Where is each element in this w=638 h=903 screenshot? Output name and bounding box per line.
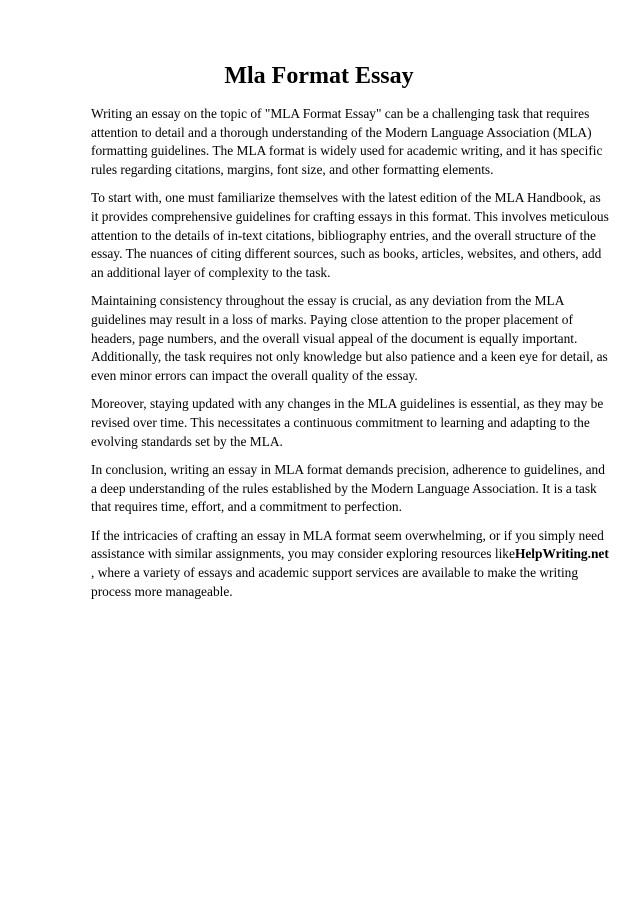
paragraph-line: attention to detail and a thorough understanding of the Modern Language Association (MLA) [91,124,592,140]
page-title: Mla Format Essay [224,63,414,89]
paragraph-line: Writing an essay on the topic of "MLA Format Essay" can be a challenging task that requires [91,106,590,121]
helpwriting-link[interactable]: HelpWriting.net [514,546,609,562]
paragraph-line: even minor errors can impact the overall quality of the essay. [91,367,418,383]
paragraph-line: attention to the details of in-text citations, bibliography entries, and the overall structure of the [91,227,596,243]
paragraph-line: that requires time, effort, and a commitment to perfection. [91,499,402,515]
paragraph-line: To start with, one must familiarize themselves with the latest edition of the MLA Handbook, as [91,190,601,206]
paragraph-line: guidelines may result in a loss of marks. Paying close attention to the proper placement of [91,311,573,327]
paragraph-1 [91,105,601,179]
paragraph-line: process more manageable. [91,583,233,599]
paragraph-text: assistance with similar assignments, you may consider exploring resources like [91,546,515,562]
paragraph-4 [91,395,604,451]
paragraph-line: Maintaining consistency throughout the essay is crucial, as any deviation from the MLA [91,293,565,309]
paragraph-6 [91,527,609,601]
paragraph-line: an additional layer of complexity to the task. [91,264,331,280]
paragraph-line: evolving standards set by the MLA. [91,433,283,449]
paragraph-line: revised over time. This necessitates a continuous commitment to learning and adapting to the [91,414,590,430]
paragraph-line: , where a variety of essays and academic support services are available to make the writing [91,565,579,581]
paragraph-line-with-link [91,545,609,564]
paragraph-5 [91,461,605,517]
paragraph-line: Additionally, the task requires not only knowledge but also patience and a keen eye for detail, as [91,349,608,365]
paragraph-line: If the intricacies of crafting an essay in MLA format seem overwhelming, or if you simply need [91,527,604,543]
paragraph-line: headers, page numbers, and the overall visual appeal of the document is equally important. [91,330,578,346]
paragraph-line: In conclusion, writing an essay in MLA format demands precision, adherence to guidelines, and [91,462,605,478]
paragraph-line: formatting guidelines. The MLA format is widely used for academic writing, and it has specific [91,143,603,159]
paragraph-line: it provides comprehensive guidelines for crafting essays in this format. This involves meticulous [91,208,609,224]
document-body [91,105,609,611]
paragraph-line: Moreover, staying updated with any changes in the MLA guidelines is essential, as they may be [91,396,604,412]
paragraph-line: a deep understanding of the rules established by the Modern Language Association. It is a task [91,480,597,496]
paragraph-line: rules regarding citations, margins, font size, and other formatting elements. [91,161,494,177]
paragraph-3 [91,292,608,385]
paragraph-line: essay. The nuances of citing different sources, such as books, articles, websites, and others, add [91,246,602,262]
paragraph-2 [91,189,609,282]
